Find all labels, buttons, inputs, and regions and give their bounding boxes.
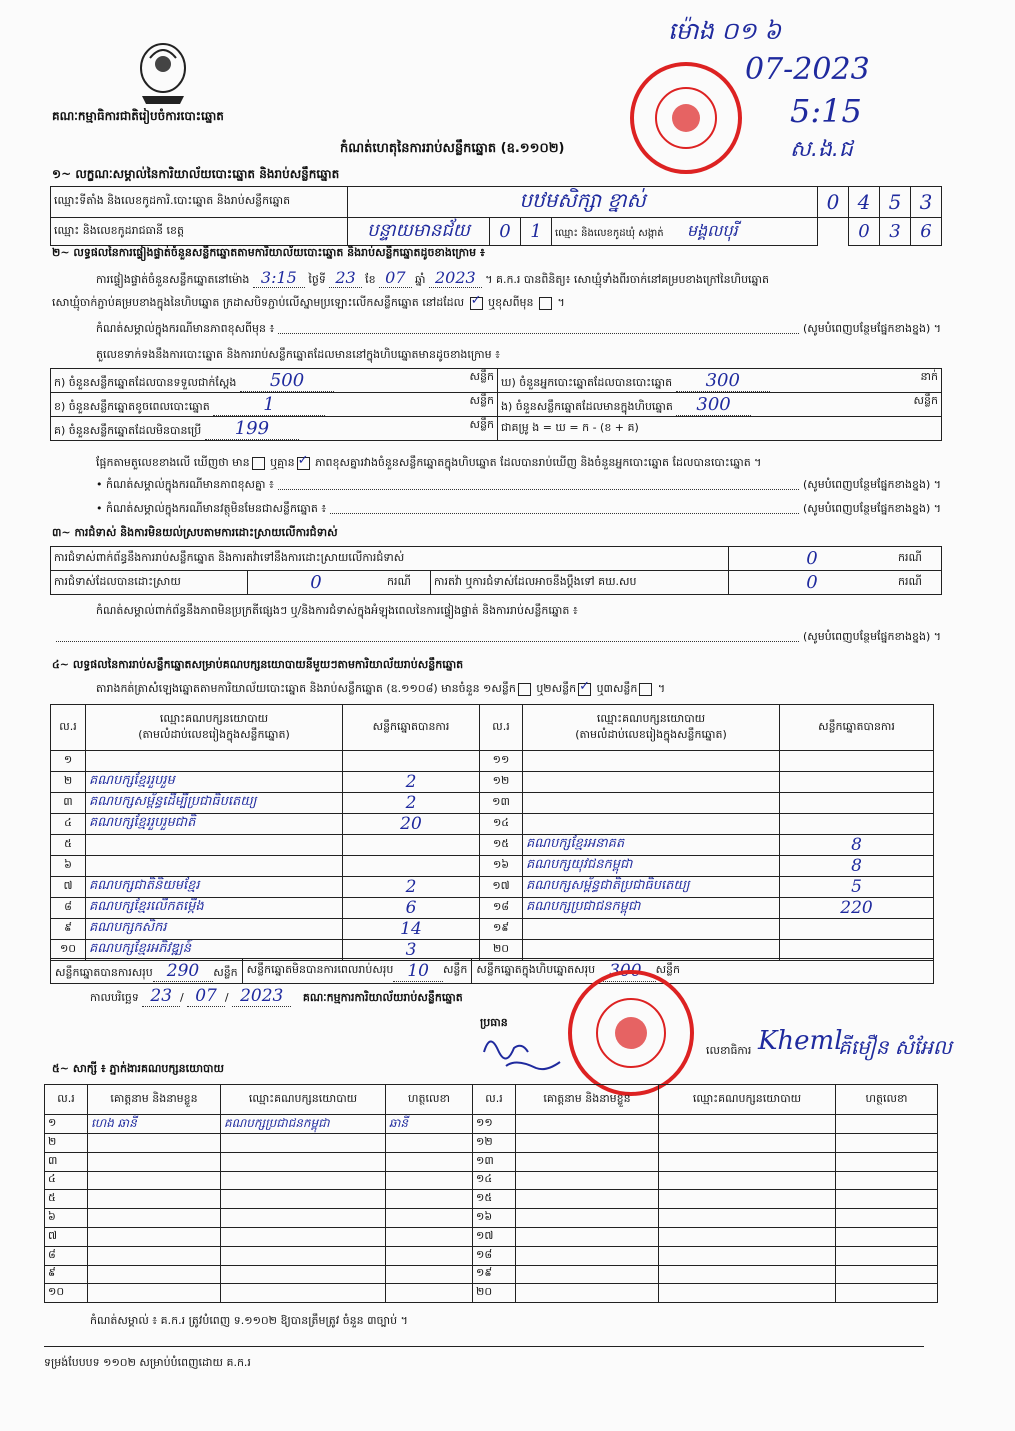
witness-row xyxy=(45,1265,938,1284)
one-sheet-checkbox[interactable] xyxy=(518,683,531,696)
footer-rule xyxy=(44,1346,924,1347)
section2-heading: ២~ លទ្ធផលនៃការផ្ទៀងផ្ទាត់ចំនួនសន្លឹកឆ្នោតតាមការិយាល័យបោះឆ្នោត និងរាប់សន្លឹកឆ្នោតដូចខាងក្រោម ៖ xyxy=(52,246,485,259)
commune-code-1: 0 xyxy=(849,218,880,246)
witness-row xyxy=(45,1246,938,1265)
result-no: ៨ xyxy=(51,897,86,918)
witness-no: ៣ xyxy=(45,1152,88,1171)
result-votes xyxy=(780,751,934,772)
result-votes xyxy=(780,771,934,792)
different-checkbox[interactable] xyxy=(539,297,552,310)
result-party: គណបក្សប្រជាជនកម្ពុជា xyxy=(523,897,780,918)
org-name: គណៈកម្មាធិការជាតិរៀបចំការបោះឆ្នោត xyxy=(52,109,224,123)
total-valid: 290 xyxy=(153,961,213,982)
section5-heading: ៥~ សាក្សី ៖ ភ្នាក់ងារគណបក្សនយោបាយ xyxy=(52,1062,225,1075)
witness-name xyxy=(88,1265,221,1284)
result-row xyxy=(51,855,934,876)
irregularity-note: កំណត់សម្គាល់ពាក់ព័ន្ធនឹងភាពមិនប្រក្រតីផ្សេងៗ ឬ/និងការជំទាស់ក្នុងអំឡុងពេលនៃការផ្ទៀងផ្ទាត់ និងការរាប់សន្លឹកឆ្នោត ៖ xyxy=(96,604,578,617)
witness-signature xyxy=(836,1134,938,1153)
total-in-box: 300 xyxy=(595,961,655,982)
province-label: ឈ្មោះ និងលេខកូដរាជធានី ខេត្ត xyxy=(51,218,348,246)
result-votes xyxy=(780,792,934,813)
result-no: ៧ xyxy=(51,876,86,897)
witness-name xyxy=(516,1284,659,1303)
result-party xyxy=(523,918,780,939)
result-party: គណបក្សខ្មែរអភិវឌ្ឍន៍ xyxy=(86,939,343,960)
result-votes: 20 xyxy=(343,813,480,834)
station-code-4: 3 xyxy=(911,187,942,218)
footnote: កំណត់សម្គាល់ ៖ គ.ក.រ ត្រូវបំពេញ ទ.១១០២ ឱ្យបានត្រឹមត្រូវ ចំនួន ៣ច្បាប់ ។ xyxy=(90,1314,408,1327)
result-votes xyxy=(780,813,934,834)
witness-signature xyxy=(386,1209,473,1228)
ballot-figures-table xyxy=(50,368,942,441)
witness-name xyxy=(516,1190,659,1209)
witness-no: ៤ xyxy=(45,1171,88,1190)
in-box-label: ង) ចំនួនសន្លឹកឆ្នោតដែលមានក្នុងហិបឆ្នោត 300 សន្លឹក xyxy=(498,393,942,417)
result-no: ១៤ xyxy=(480,813,523,834)
witness-party xyxy=(659,1152,836,1171)
witness-signature xyxy=(386,1190,473,1209)
result-votes: 220 xyxy=(780,897,934,918)
col-votes-left: សន្លឹកឆ្នោតបានការ xyxy=(343,705,480,751)
witness-party xyxy=(659,1190,836,1209)
in-box-value: 300 xyxy=(676,394,750,416)
formula: ជាគម្រូ ង = ឃ = ក - (ខ + គ) xyxy=(498,417,942,441)
witness-signature xyxy=(836,1209,938,1228)
witness-name xyxy=(88,1190,221,1209)
result-party: គណបក្សខ្មែររួបរួម xyxy=(86,771,343,792)
witness-signature xyxy=(836,1152,938,1171)
result-party: គណបក្សខ្មែររួបរួមជាតិ xyxy=(86,813,343,834)
result-no: ៣ xyxy=(51,792,86,813)
commune-name: មង្គលបុរី xyxy=(686,220,738,240)
irregularity-fill: (សូមបំពេញបន្ថែមផ្នែកខាងខ្នង) ។ xyxy=(52,630,941,646)
witness-no: ២ xyxy=(45,1134,88,1153)
witness-no: ៧ xyxy=(45,1227,88,1246)
result-no: ១៥ xyxy=(480,834,523,855)
received-value: 500 xyxy=(240,370,334,392)
complaints-label: ការជំទាស់ពាក់ព័ន្ធនឹងការរាប់សន្លឹកឆ្នោត និងការតវ៉ាទៅនឹងការដោះស្រាយលើការជំទាស់ xyxy=(51,547,729,571)
witness-no: ១ xyxy=(45,1115,88,1134)
col-no-left: ល.រ xyxy=(51,705,86,751)
result-party xyxy=(523,771,780,792)
commune-code-2: 3 xyxy=(880,218,911,246)
secretary-label: លេខាធិការ xyxy=(706,1044,752,1057)
witness-signature xyxy=(386,1134,473,1153)
station-identity-table xyxy=(50,186,942,246)
col-party-left: ឈ្មោះគណបក្សនយោបាយ (តាមលំដាប់លេខរៀងក្នុងសន្លឹកឆ្នោត) xyxy=(86,705,343,751)
result-row xyxy=(51,834,934,855)
witness-party xyxy=(221,1284,386,1303)
witness-row xyxy=(45,1152,938,1171)
witness-row xyxy=(45,1284,938,1303)
no-difference-checkbox[interactable] xyxy=(297,457,310,470)
seal-check-line: សោឃ្មុំចាក់ភ្ជាប់គម្របខាងក្នុងនៃហិបឆ្នោត ក្រដាសបិទភ្ជាប់លើស្នាមប្រឡោះលើកសន្លឹកឆ្នោត នៅដដែល ✓ ឬខុសពីមុន ។ xyxy=(52,296,565,312)
result-party xyxy=(86,855,343,876)
witness-party xyxy=(659,1134,836,1153)
result-no: ១៧ xyxy=(480,876,523,897)
section4-heading: ៤~ លទ្ធផលនៃការរាប់សន្លឹកឆ្នោតសម្រាប់គណបក្សនយោបាយនីមួយៗតាមការិយាល័យរាប់សន្លឹកឆ្នោត xyxy=(52,658,464,671)
witness-name xyxy=(88,1284,221,1303)
result-no: ៦ xyxy=(51,855,86,876)
witness-name xyxy=(88,1134,221,1153)
witness-party xyxy=(221,1227,386,1246)
official-seal-top xyxy=(630,62,742,174)
province-name: បន្ទាយមានជ័យ xyxy=(348,218,490,246)
result-votes: 5 xyxy=(780,876,934,897)
result-party xyxy=(523,792,780,813)
result-party xyxy=(86,834,343,855)
form-note: ទម្រង់បែបបទ ១១០២ សម្រាប់បំពេញដោយ គ.ក.រ xyxy=(44,1356,251,1369)
result-votes xyxy=(343,751,480,772)
verify-year: 2023 xyxy=(429,268,482,288)
witness-no: ១៥ xyxy=(473,1190,516,1209)
result-party xyxy=(523,813,780,834)
commune-code-3: 6 xyxy=(911,218,942,246)
col-no-right: ល.រ xyxy=(480,705,523,751)
witness-signature xyxy=(836,1265,938,1284)
result-votes: 14 xyxy=(343,918,480,939)
result-row xyxy=(51,813,934,834)
verify-day: 23 xyxy=(329,268,361,288)
chair-label: ប្រធាន xyxy=(480,1016,508,1029)
witness-name xyxy=(516,1171,659,1190)
sign-year: 2023 xyxy=(232,986,291,1007)
witness-row xyxy=(45,1134,938,1153)
result-votes: 6 xyxy=(343,897,480,918)
handwritten-time: 5:15 xyxy=(790,92,862,130)
witness-party xyxy=(221,1209,386,1228)
chair-signature xyxy=(476,1022,566,1078)
witness-party: គណបក្សប្រជាជនកម្ពុជា xyxy=(221,1115,386,1134)
has-difference-checkbox[interactable] xyxy=(252,457,265,470)
witness-signature xyxy=(836,1190,938,1209)
witness-party xyxy=(221,1171,386,1190)
witness-party xyxy=(221,1246,386,1265)
result-party: គណបក្សខ្មែរលើកតម្កើង xyxy=(86,897,343,918)
witness-no: ១៨ xyxy=(473,1246,516,1265)
result-no: ១៨ xyxy=(480,897,523,918)
secretary-name: គីមឿន សំអែល xyxy=(838,1035,952,1059)
station-code-1: 0 xyxy=(818,187,849,218)
witness-row xyxy=(45,1190,938,1209)
signing-date-line: កាលបរិច្ឆេទ 23 / 07 / 2023 គណៈកម្មការការិយាល័យរាប់សន្លឹកឆ្នោត xyxy=(90,986,463,1006)
handwritten-note: ម៉ោង ០១ ៦ xyxy=(668,17,782,45)
witness-name xyxy=(516,1134,659,1153)
witness-no: ១៤ xyxy=(473,1171,516,1190)
result-votes xyxy=(343,834,480,855)
difference-line: ផ្អែកតាមតួលេខខាងលើ ឃើញថា មាន ឬគ្មាន✓ ភាពខុសគ្នារវាងចំនួនសន្លឹកឆ្នោតក្នុងហិបឆ្នោត ដែលបានរាប់ឃើញ និងចំនួនអ្នកបោះឆ្នោត ដែលបានបោះឆ្នោត ។ xyxy=(96,456,761,472)
witness-signature xyxy=(386,1246,473,1265)
witness-name xyxy=(88,1209,221,1228)
station-code-2: 4 xyxy=(849,187,880,218)
result-party: គណបក្សយុវជនកម្ពុជា xyxy=(523,855,780,876)
result-row xyxy=(51,918,934,939)
witness-signature xyxy=(836,1284,938,1303)
result-no: ១ xyxy=(51,751,86,772)
witness-signature xyxy=(386,1284,473,1303)
witness-signature xyxy=(836,1115,938,1134)
witness-no: ១០ xyxy=(45,1284,88,1303)
witness-name: ហេង ឆានី xyxy=(88,1115,221,1134)
w-col-name-left: គោត្តនាម និងនាមខ្លួន xyxy=(88,1085,221,1115)
witness-party xyxy=(659,1246,836,1265)
w-col-sig-left: ហត្ថលេខា xyxy=(386,1085,473,1115)
two-sheets-checkbox[interactable] xyxy=(578,683,591,696)
result-no: ១២ xyxy=(480,771,523,792)
appeal-value: 0 xyxy=(729,571,896,595)
result-no: ១១ xyxy=(480,751,523,772)
witness-name xyxy=(88,1246,221,1265)
witness-no: ២០ xyxy=(473,1284,516,1303)
witness-party xyxy=(221,1134,386,1153)
bullet-foreign-object: • កំណត់សម្គាល់ក្នុងករណីមានវត្ថុមិនមែនជាសន្លឹកឆ្នោត ៖ (សូមបំពេញបន្ថែមផ្នែកខាងខ្នង) ។ xyxy=(96,502,941,515)
station-name: បឋមសិក្សា ខ្នាស់ xyxy=(348,187,818,218)
w-col-sig-right: ហត្ថលេខា xyxy=(836,1085,938,1115)
result-party: គណបក្សសម្ព័ន្ធដើម្បីប្រជាធិបតេយ្យ xyxy=(86,792,343,813)
witness-signature xyxy=(836,1171,938,1190)
witness-no: ១១ xyxy=(473,1115,516,1134)
witness-name xyxy=(516,1115,659,1134)
province-code-1: 0 xyxy=(490,218,521,246)
witness-party xyxy=(659,1209,836,1228)
w-col-no-left: ល.រ xyxy=(45,1085,88,1115)
witness-no: ៦ xyxy=(45,1209,88,1228)
result-party xyxy=(523,751,780,772)
witness-table xyxy=(44,1084,938,1303)
witness-name xyxy=(516,1246,659,1265)
unused-label: គ) ចំនួនសន្លឹកឆ្នោតដែលមិនបានប្រើ 199 សន្លឹក xyxy=(51,417,498,441)
result-row xyxy=(51,897,934,918)
witness-party xyxy=(659,1227,836,1246)
totals-row: សន្លឹកឆ្នោតបានការសរុប 290 សន្លឹក សន្លឹកឆ្នោតមិនបានការពេលរាប់សរុប 10 សន្លឹក សន្លឹកឆ្នោតក្នុងហិបឆ្នោតសរុប 300 សន្លឹក xyxy=(50,958,934,984)
witness-name xyxy=(516,1152,659,1171)
witness-name xyxy=(516,1209,659,1228)
difference-note-line: កំណត់សម្គាល់ក្នុងករណីមានភាពខុសពីមុន ៖ (សូមបំពេញបន្ថែមផ្នែកខាងខ្នង) ។ xyxy=(96,322,941,335)
result-votes: 2 xyxy=(343,771,480,792)
result-votes: 8 xyxy=(780,855,934,876)
handwritten-date: 07-2023 xyxy=(745,52,870,87)
result-no: ២ xyxy=(51,771,86,792)
received-label: ក) ចំនួនសន្លឹកឆ្នោតដែលបានទទួលជាក់ស្តែង 500 សន្លឹក xyxy=(51,369,498,393)
witness-party xyxy=(659,1284,836,1303)
result-row xyxy=(51,792,934,813)
witness-name xyxy=(88,1227,221,1246)
secretary-signature: Kheml xyxy=(758,1026,843,1056)
result-party: គណបក្សខ្មែរអនាគត xyxy=(523,834,780,855)
voted-value: 300 xyxy=(676,370,770,392)
result-no: ១៩ xyxy=(480,918,523,939)
witness-no: ១៩ xyxy=(473,1265,516,1284)
witness-party xyxy=(221,1265,386,1284)
result-votes: 2 xyxy=(343,792,480,813)
result-no: ១៦ xyxy=(480,855,523,876)
witness-signature xyxy=(386,1227,473,1246)
witness-no: ៩ xyxy=(45,1265,88,1284)
w-col-party-right: ឈ្មោះគណបក្សនយោបាយ xyxy=(659,1085,836,1115)
resolved-label: ការជំទាស់ដែលបានដោះស្រាយ xyxy=(51,571,248,595)
result-party: គណបក្សកសិករ xyxy=(86,918,343,939)
witness-party xyxy=(221,1152,386,1171)
witness-signature xyxy=(836,1246,938,1265)
official-seal-committee xyxy=(568,970,694,1096)
complaints-table: ការជំទាស់ពាក់ព័ន្ធនឹងការរាប់សន្លឹកឆ្នោត និងការតវ៉ាទៅនឹងការដោះស្រាយលើការជំទាស់ 0 ករណី ការជំទាស់ដែលបានដោះស្រាយ 0 ករណី ការតវ៉ា ឬការជំទាស់ដែលអាចនឹងប្តឹងទៅ គឃ.សប 0 ករណី xyxy=(50,546,942,595)
witness-row xyxy=(45,1115,938,1134)
nec-emblem-icon xyxy=(132,38,194,106)
party-results-table xyxy=(50,704,934,961)
unused-value: 199 xyxy=(205,418,299,440)
same-checkbox[interactable] xyxy=(470,297,483,310)
witness-no: ១៧ xyxy=(473,1227,516,1246)
voted-label: ឃ) ចំនួនអ្នកបោះឆ្នោតដែលបានបោះឆ្នោត 300 នាក់ xyxy=(498,369,942,393)
section1-heading: ១~ លក្ខណៈសម្គាល់នៃការិយាល័យបោះឆ្នោត និងរាប់សន្លឹកឆ្នោត xyxy=(52,167,340,181)
witness-party xyxy=(659,1171,836,1190)
sign-day: 23 xyxy=(142,986,180,1007)
total-invalid: 10 xyxy=(393,961,443,982)
witness-no: ៨ xyxy=(45,1246,88,1265)
w-col-name-right: គោត្តនាម និងនាមខ្លួន xyxy=(516,1085,659,1115)
document-title: កំណត់ហេតុនៃការរាប់សន្លឹកឆ្នោត (ឧ.១១០២) xyxy=(340,141,565,156)
col-party-right: ឈ្មោះគណបក្សនយោបាយ (តាមលំដាប់លេខរៀងក្នុងសន្លឹកឆ្នោត) xyxy=(523,705,780,751)
witness-party xyxy=(221,1190,386,1209)
w-col-no-right: ល.រ xyxy=(473,1085,516,1115)
result-party: គណបក្សជាតិនិយមខ្មែរ xyxy=(86,876,343,897)
result-row xyxy=(51,751,934,772)
witness-name xyxy=(516,1265,659,1284)
spoiled-value: 1 xyxy=(213,394,324,416)
result-row xyxy=(51,771,934,792)
handwritten-initials: ស.ង.ជ xyxy=(790,137,853,162)
witness-name xyxy=(88,1171,221,1190)
result-votes: 8 xyxy=(780,834,934,855)
witness-signature xyxy=(386,1152,473,1171)
station-code-3: 5 xyxy=(880,187,911,218)
result-party: គណបក្សសម្ព័ន្ធជាតិប្រជាធិបតេយ្យ xyxy=(523,876,780,897)
verification-line: ការផ្ទៀងផ្ទាត់ចំនួនសន្លឹកឆ្នោតនៅម៉ោង 3:15 ថ្ងៃទី 23 ខែ 07 ឆ្នាំ 2023 ។ គ.ក.រ បានពិនិត្យ៖ សោឃ្មុំទាំងពីរចាក់នៅគម្របខាងក្រៅនៃហិបឆ្នោត xyxy=(96,268,770,287)
commune-label: ឈ្មោះ និងលេខកូដឃុំ សង្កាត់ មង្គលបុរី xyxy=(552,218,818,246)
station-label: ឈ្មោះទីតាំង និងលេខកូដការិ.បោះឆ្នោត និងរាប់សន្លឹកឆ្នោត xyxy=(51,187,348,218)
witness-name xyxy=(516,1227,659,1246)
resolved-value: 0 xyxy=(248,571,385,595)
appeal-label: ការតវ៉ា ឬការជំទាស់ដែលអាចនឹងប្តឹងទៅ គឃ.សប xyxy=(431,571,729,595)
witness-row xyxy=(45,1171,938,1190)
witness-party xyxy=(659,1265,836,1284)
section3-heading: ៣~ ការជំទាស់ និងការមិនយល់ស្របតាមការដោះស្រាយលើការជំទាស់ xyxy=(52,526,338,539)
result-votes xyxy=(343,855,480,876)
witness-no: ១២ xyxy=(473,1134,516,1153)
witness-name xyxy=(88,1152,221,1171)
result-no: ៩ xyxy=(51,918,86,939)
result-no: ១០ xyxy=(51,939,86,960)
col-votes-right: សន្លឹកឆ្នោតបានការ xyxy=(780,705,934,751)
result-votes: 2 xyxy=(343,876,480,897)
province-code-2: 1 xyxy=(521,218,552,246)
spoiled-label: ខ) ចំនួនសន្លឹកឆ្នោតខូចពេលបោះឆ្នោត 1 សន្លឹក xyxy=(51,393,498,417)
result-no: ៤ xyxy=(51,813,86,834)
witness-signature xyxy=(386,1265,473,1284)
witness-no: ៥ xyxy=(45,1190,88,1209)
sign-month: 07 xyxy=(187,986,225,1007)
result-row xyxy=(51,876,934,897)
witness-signature xyxy=(836,1227,938,1246)
witness-no: ១៦ xyxy=(473,1209,516,1228)
verify-time: 3:15 xyxy=(253,268,305,288)
complaints-value: 0 xyxy=(729,547,896,571)
result-no: ៥ xyxy=(51,834,86,855)
result-no: ១៣ xyxy=(480,792,523,813)
bullet-difference: • កំណត់សម្គាល់ក្នុងករណីមានភាពខុសគ្នា ៖ (សូមបំពេញបន្ថែមផ្នែកខាងខ្នង) ។ xyxy=(96,478,941,491)
result-party xyxy=(86,751,343,772)
witness-party xyxy=(659,1115,836,1134)
result-votes xyxy=(780,918,934,939)
witness-no: ១៣ xyxy=(473,1152,516,1171)
w-col-party-left: ឈ្មោះគណបក្សនយោបាយ xyxy=(221,1085,386,1115)
tally-sheet-line: តារាងកត់ត្រាសំឡេងឆ្នោតតាមការិយាល័យបោះឆ្នោត និងរាប់សន្លឹកឆ្នោត (ឧ.១១០៨) មានចំនួន ១សន្លឹក ឬ២សន្លឹក✓ ឬ៣សន្លឹក ។ xyxy=(96,682,665,698)
figures-intro: តួលេខទាក់ទងនឹងការបោះឆ្នោត និងការរាប់សន្លឹកឆ្នោតដែលមាននៅក្នុងហិបឆ្នោតមានដូចខាងក្រោម ៖ xyxy=(96,348,500,361)
witness-signature: ឆានី xyxy=(386,1115,473,1134)
result-no: ២០ xyxy=(480,939,523,960)
result-votes: 3 xyxy=(343,939,480,960)
witness-row xyxy=(45,1227,938,1246)
witness-row xyxy=(45,1209,938,1228)
witness-signature xyxy=(386,1171,473,1190)
three-sheets-checkbox[interactable] xyxy=(639,683,652,696)
verify-month: 07 xyxy=(379,268,411,288)
